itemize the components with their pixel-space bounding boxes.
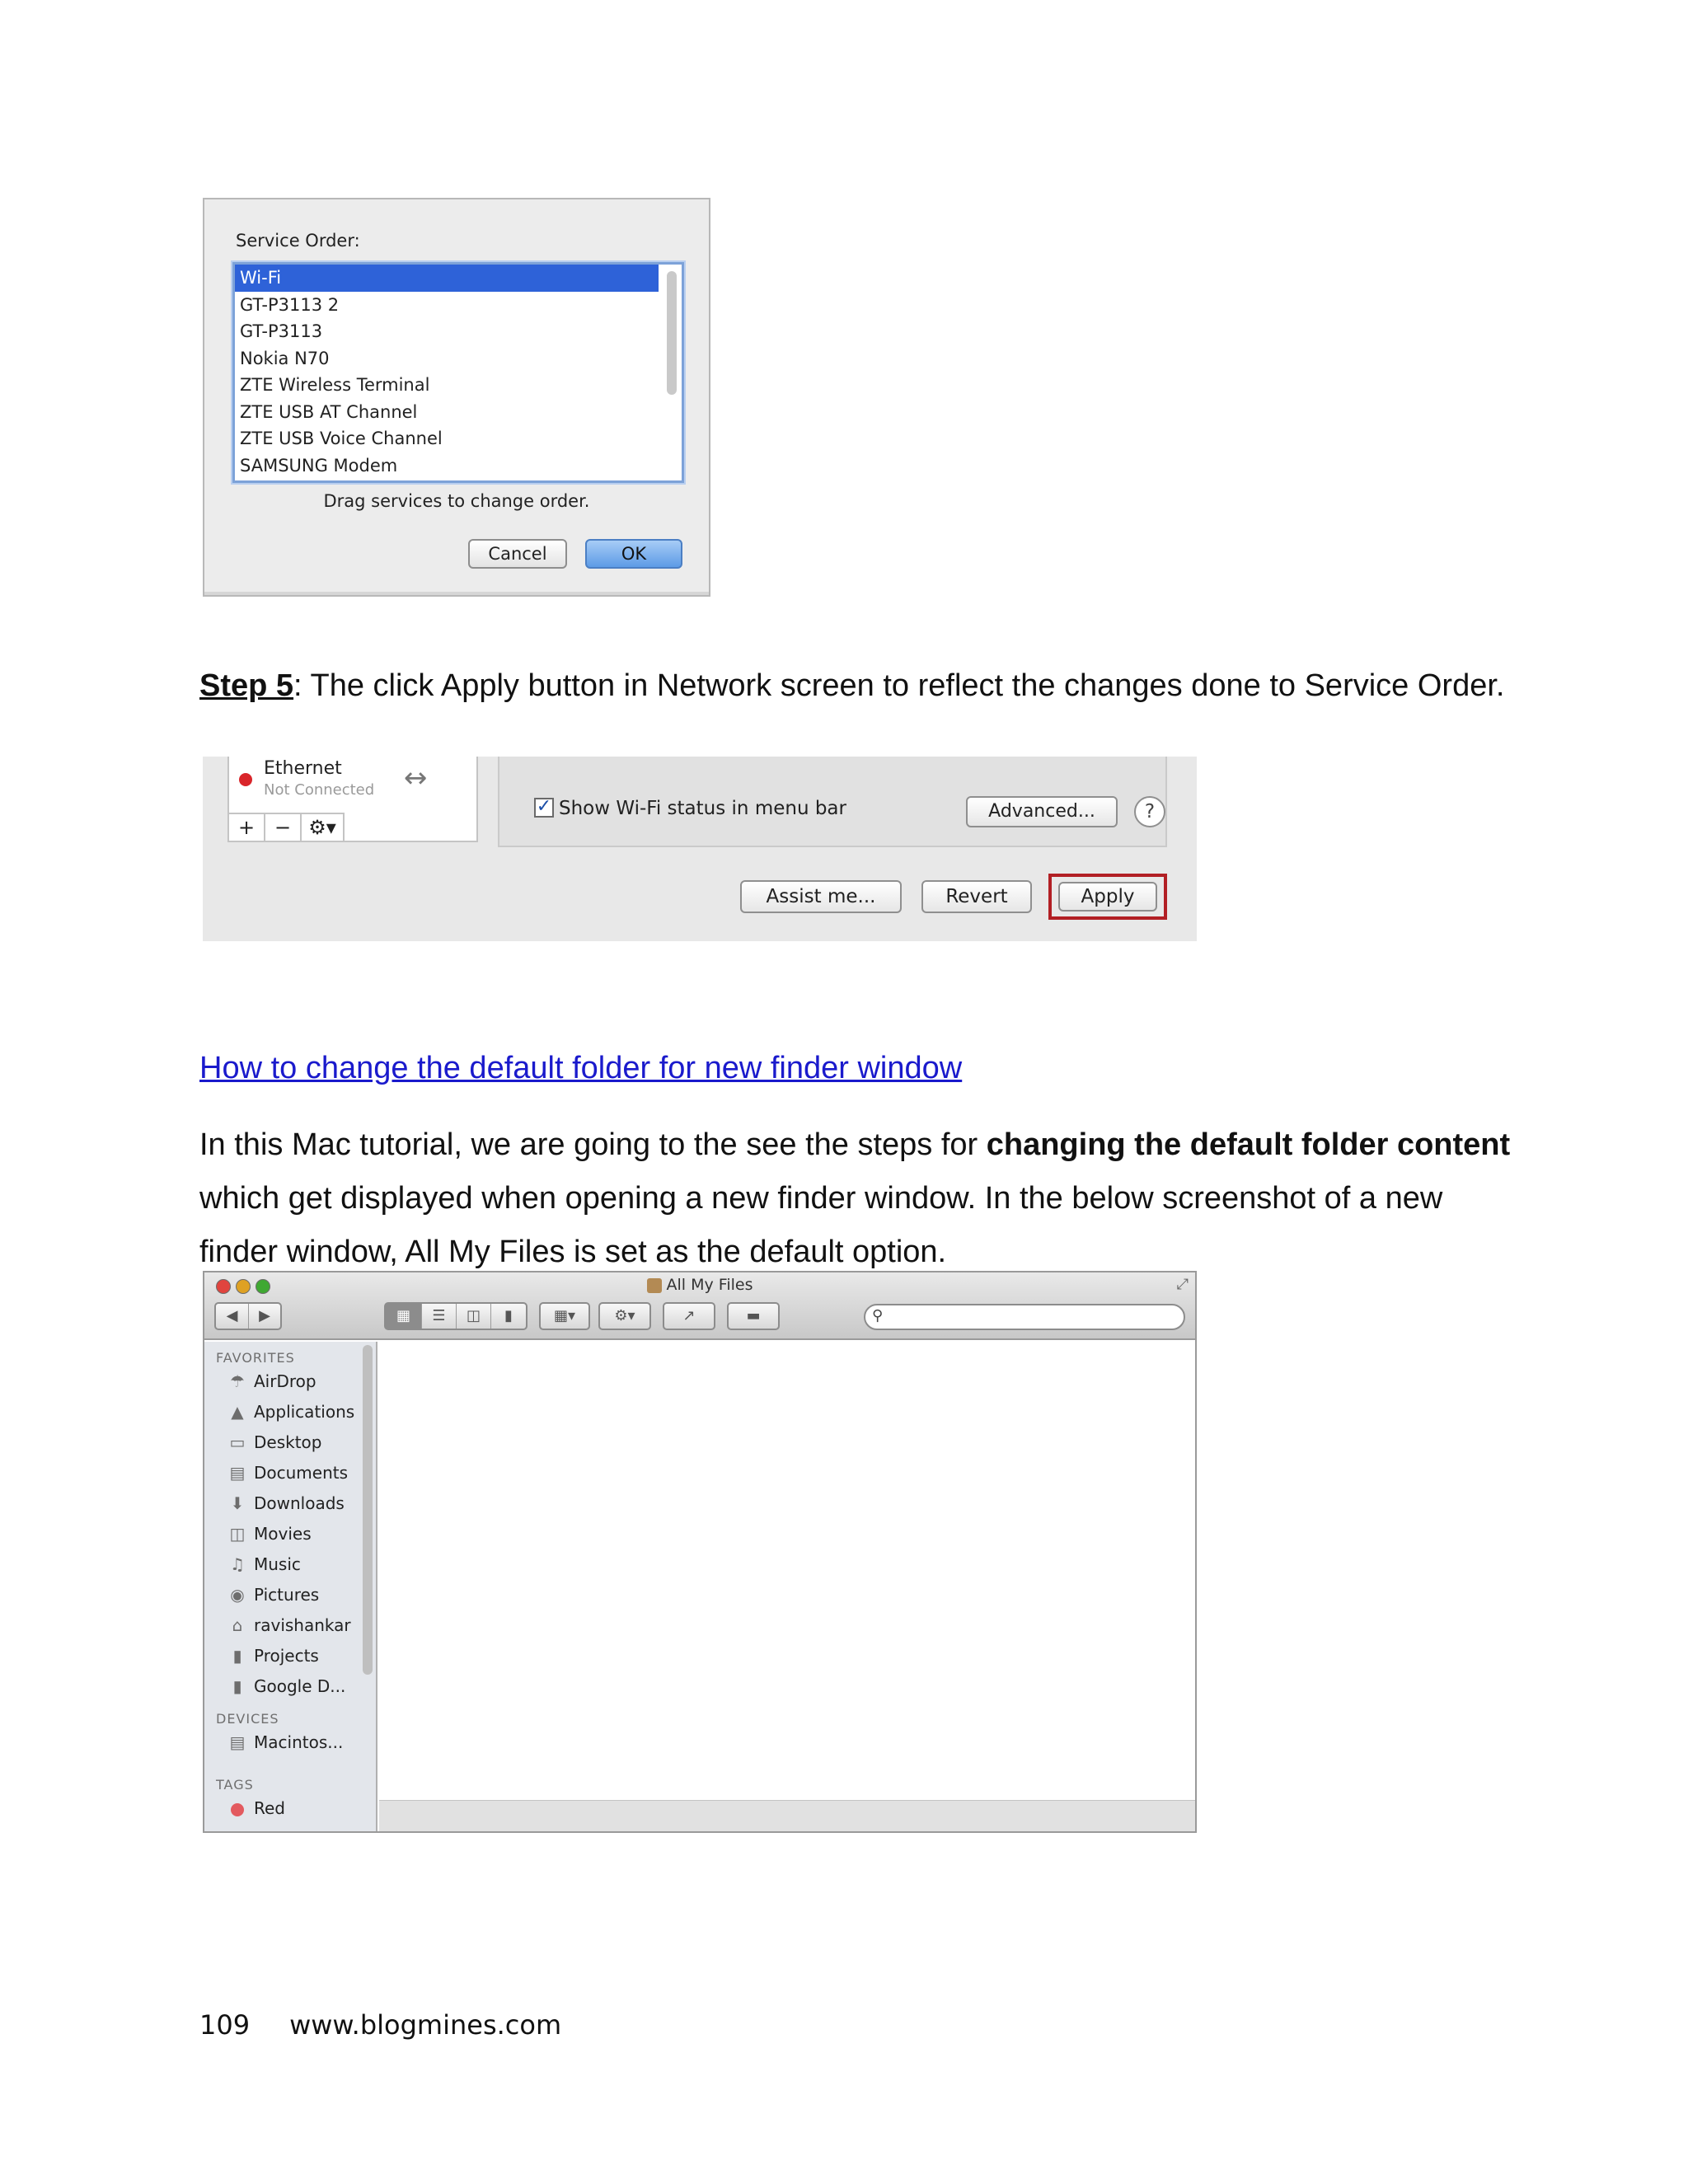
all-my-files-icon: [647, 1278, 662, 1293]
movies-icon: ◫: [229, 1524, 246, 1544]
intro-paragraph: [199, 1118, 1518, 1279]
paragraph-text: which get displayed when opening a new finder window. In the below screenshot of a new finder window, All My Files is set as the default option.: [199, 1181, 1443, 1269]
wifi-status-checkbox[interactable]: ✓: [534, 798, 554, 818]
step5-paragraph: [199, 659, 1518, 713]
sidebar-item-label: Projects: [254, 1646, 319, 1666]
service-item[interactable]: GT-P3113 2: [240, 294, 340, 315]
page-footer: [199, 2009, 601, 2041]
footer-site: www.blogmines.com: [289, 2009, 562, 2041]
sidebar-item-label: Applications: [254, 1402, 355, 1422]
arrange-button[interactable]: [539, 1302, 590, 1330]
forward-arrow-icon[interactable]: ▶: [259, 1307, 270, 1324]
service-name[interactable]: Ethernet: [264, 758, 342, 779]
sidebar-item-label: Downloads: [254, 1493, 345, 1513]
sidebar-item-pictures[interactable]: [227, 1580, 319, 1610]
sidebar-item-label: Pictures: [254, 1585, 320, 1605]
cancel-button[interactable]: Cancel: [468, 539, 567, 569]
sidebar-item-documents[interactable]: [227, 1458, 348, 1488]
gear-menu-button[interactable]: ⚙▾: [302, 814, 345, 841]
tutorial-link[interactable]: How to change the default folder for new finder window: [199, 1051, 963, 1085]
sidebar-item-google-drive[interactable]: [227, 1671, 345, 1701]
sidebar-scrollbar[interactable]: [363, 1345, 373, 1675]
devices-header: DEVICES: [216, 1711, 279, 1727]
list-view-icon[interactable]: ☰: [422, 1304, 457, 1329]
add-service-button[interactable]: +: [229, 814, 265, 841]
help-button[interactable]: ?: [1134, 796, 1165, 827]
arrange-icon[interactable]: ▦▾: [553, 1307, 576, 1324]
downloads-icon: ⬇: [230, 1493, 245, 1513]
service-item[interactable]: ZTE USB Voice Channel: [240, 429, 443, 448]
assist-me-button[interactable]: Assist me...: [740, 880, 902, 913]
step5-label: Step 5: [199, 668, 294, 703]
finder-title-text: All My Files: [666, 1276, 753, 1294]
documents-icon: ▤: [229, 1463, 246, 1483]
service-item[interactable]: SAMSUNG Modem: [240, 455, 398, 476]
finder-toolbar: [204, 1272, 1195, 1340]
desktop-icon: ▭: [229, 1432, 246, 1452]
sidebar-item-desktop[interactable]: [227, 1427, 321, 1457]
disk-icon: ▤: [229, 1732, 246, 1752]
sidebar-item-label: AirDrop: [254, 1371, 316, 1391]
finder-status-bar: [379, 1800, 1195, 1833]
service-order-title: Service Order:: [236, 231, 360, 251]
column-view-icon[interactable]: ◫: [457, 1304, 491, 1329]
apply-button[interactable]: Apply: [1058, 882, 1157, 912]
sidebar-item-label: Music: [254, 1554, 301, 1574]
airdrop-icon: ☂: [230, 1371, 245, 1391]
network-panel: [203, 757, 1197, 941]
sidebar-item-projects[interactable]: [227, 1641, 319, 1671]
icon-view-icon[interactable]: ▦: [386, 1304, 422, 1329]
revert-button[interactable]: Revert: [921, 880, 1032, 913]
applications-icon: ▲: [231, 1402, 244, 1422]
service-item[interactable]: Nokia N70: [240, 348, 330, 368]
favorites-header: FAVORITES: [216, 1350, 295, 1366]
red-tag-icon: [231, 1803, 244, 1816]
music-icon: ♫: [230, 1554, 245, 1574]
service-item[interactable]: ZTE Wireless Terminal: [240, 375, 430, 395]
service-list-scrollbar[interactable]: [667, 271, 677, 395]
finder-content-area[interactable]: [379, 1342, 1195, 1800]
paragraph-text: In this Mac tutorial, we are going to the see the steps for: [199, 1127, 987, 1162]
folder-icon: ▮: [232, 1676, 242, 1696]
service-item[interactable]: GT-P3113: [240, 321, 323, 341]
finder-sidebar: [204, 1342, 377, 1833]
wifi-options-area: [498, 757, 1167, 847]
action-button[interactable]: [598, 1302, 651, 1330]
service-status: Not Connected: [264, 781, 375, 799]
finder-window: [203, 1271, 1197, 1833]
tag-icon[interactable]: ▬: [746, 1307, 761, 1324]
sidebar-item-label: Red: [254, 1798, 285, 1818]
ethernet-arrows-icon: ↔: [404, 762, 428, 794]
sidebar-item-tag-red[interactable]: [227, 1793, 285, 1823]
step5-text: : The click Apply button in Network screen to reflect the changes done to Service Order.: [293, 668, 1505, 703]
sidebar-item-macintosh[interactable]: [227, 1727, 343, 1757]
tags-header: TAGS: [216, 1777, 254, 1793]
gear-icon[interactable]: ⚙▾: [614, 1307, 635, 1324]
back-forward-group: [214, 1302, 282, 1330]
sidebar-item-downloads[interactable]: [227, 1488, 345, 1518]
network-service-list: [227, 757, 478, 842]
apply-highlight: [1048, 874, 1167, 920]
home-icon: ⌂: [232, 1615, 243, 1635]
fullscreen-icon[interactable]: ⤢: [1176, 1276, 1189, 1293]
wifi-status-label: Show Wi-Fi status in menu bar: [559, 798, 846, 819]
share-button[interactable]: [663, 1302, 715, 1330]
sidebar-item-label: ravishankar: [254, 1615, 351, 1635]
share-icon[interactable]: ↗: [682, 1307, 696, 1324]
sidebar-item-music[interactable]: [227, 1549, 301, 1579]
view-mode-group: [384, 1302, 528, 1330]
sidebar-item-applications[interactable]: [227, 1397, 354, 1427]
sidebar-item-label: Documents: [254, 1463, 349, 1483]
coverflow-view-icon[interactable]: ▮: [504, 1307, 513, 1324]
search-input[interactable]: [893, 1307, 1174, 1327]
sidebar-item-movies[interactable]: [227, 1519, 312, 1549]
service-item[interactable]: Wi-Fi: [235, 265, 659, 292]
service-order-hint: Drag services to change order.: [323, 491, 590, 511]
ok-button[interactable]: OK: [585, 539, 682, 569]
sidebar-item-label: Desktop: [254, 1432, 322, 1452]
sidebar-item-ravishankar[interactable]: [227, 1610, 351, 1640]
advanced-button[interactable]: Advanced...: [966, 796, 1118, 827]
back-arrow-icon[interactable]: ◀: [216, 1304, 249, 1329]
sidebar-item-label: Macintos...: [254, 1732, 344, 1752]
service-item[interactable]: ZTE USB AT Channel: [240, 401, 418, 422]
service-order-list[interactable]: [232, 262, 684, 483]
paragraph-bold: changing the default folder content: [986, 1127, 1511, 1162]
sidebar-item-label: Movies: [254, 1524, 312, 1544]
sidebar-item-label: Google D...: [254, 1676, 346, 1696]
service-controls: [229, 813, 345, 841]
service-order-dialog: [203, 198, 710, 597]
sidebar-item-airdrop[interactable]: [227, 1366, 316, 1396]
finder-window-title: [204, 1276, 1195, 1294]
search-field[interactable]: [864, 1304, 1185, 1330]
remove-service-button[interactable]: −: [265, 814, 302, 841]
pictures-icon: ◉: [230, 1585, 245, 1605]
folder-icon: ▮: [232, 1646, 242, 1666]
page-number: 109: [199, 2009, 251, 2041]
edit-tags-button[interactable]: [727, 1302, 780, 1330]
search-icon: ⚲: [872, 1307, 884, 1324]
status-red-dot-icon: [239, 773, 252, 786]
